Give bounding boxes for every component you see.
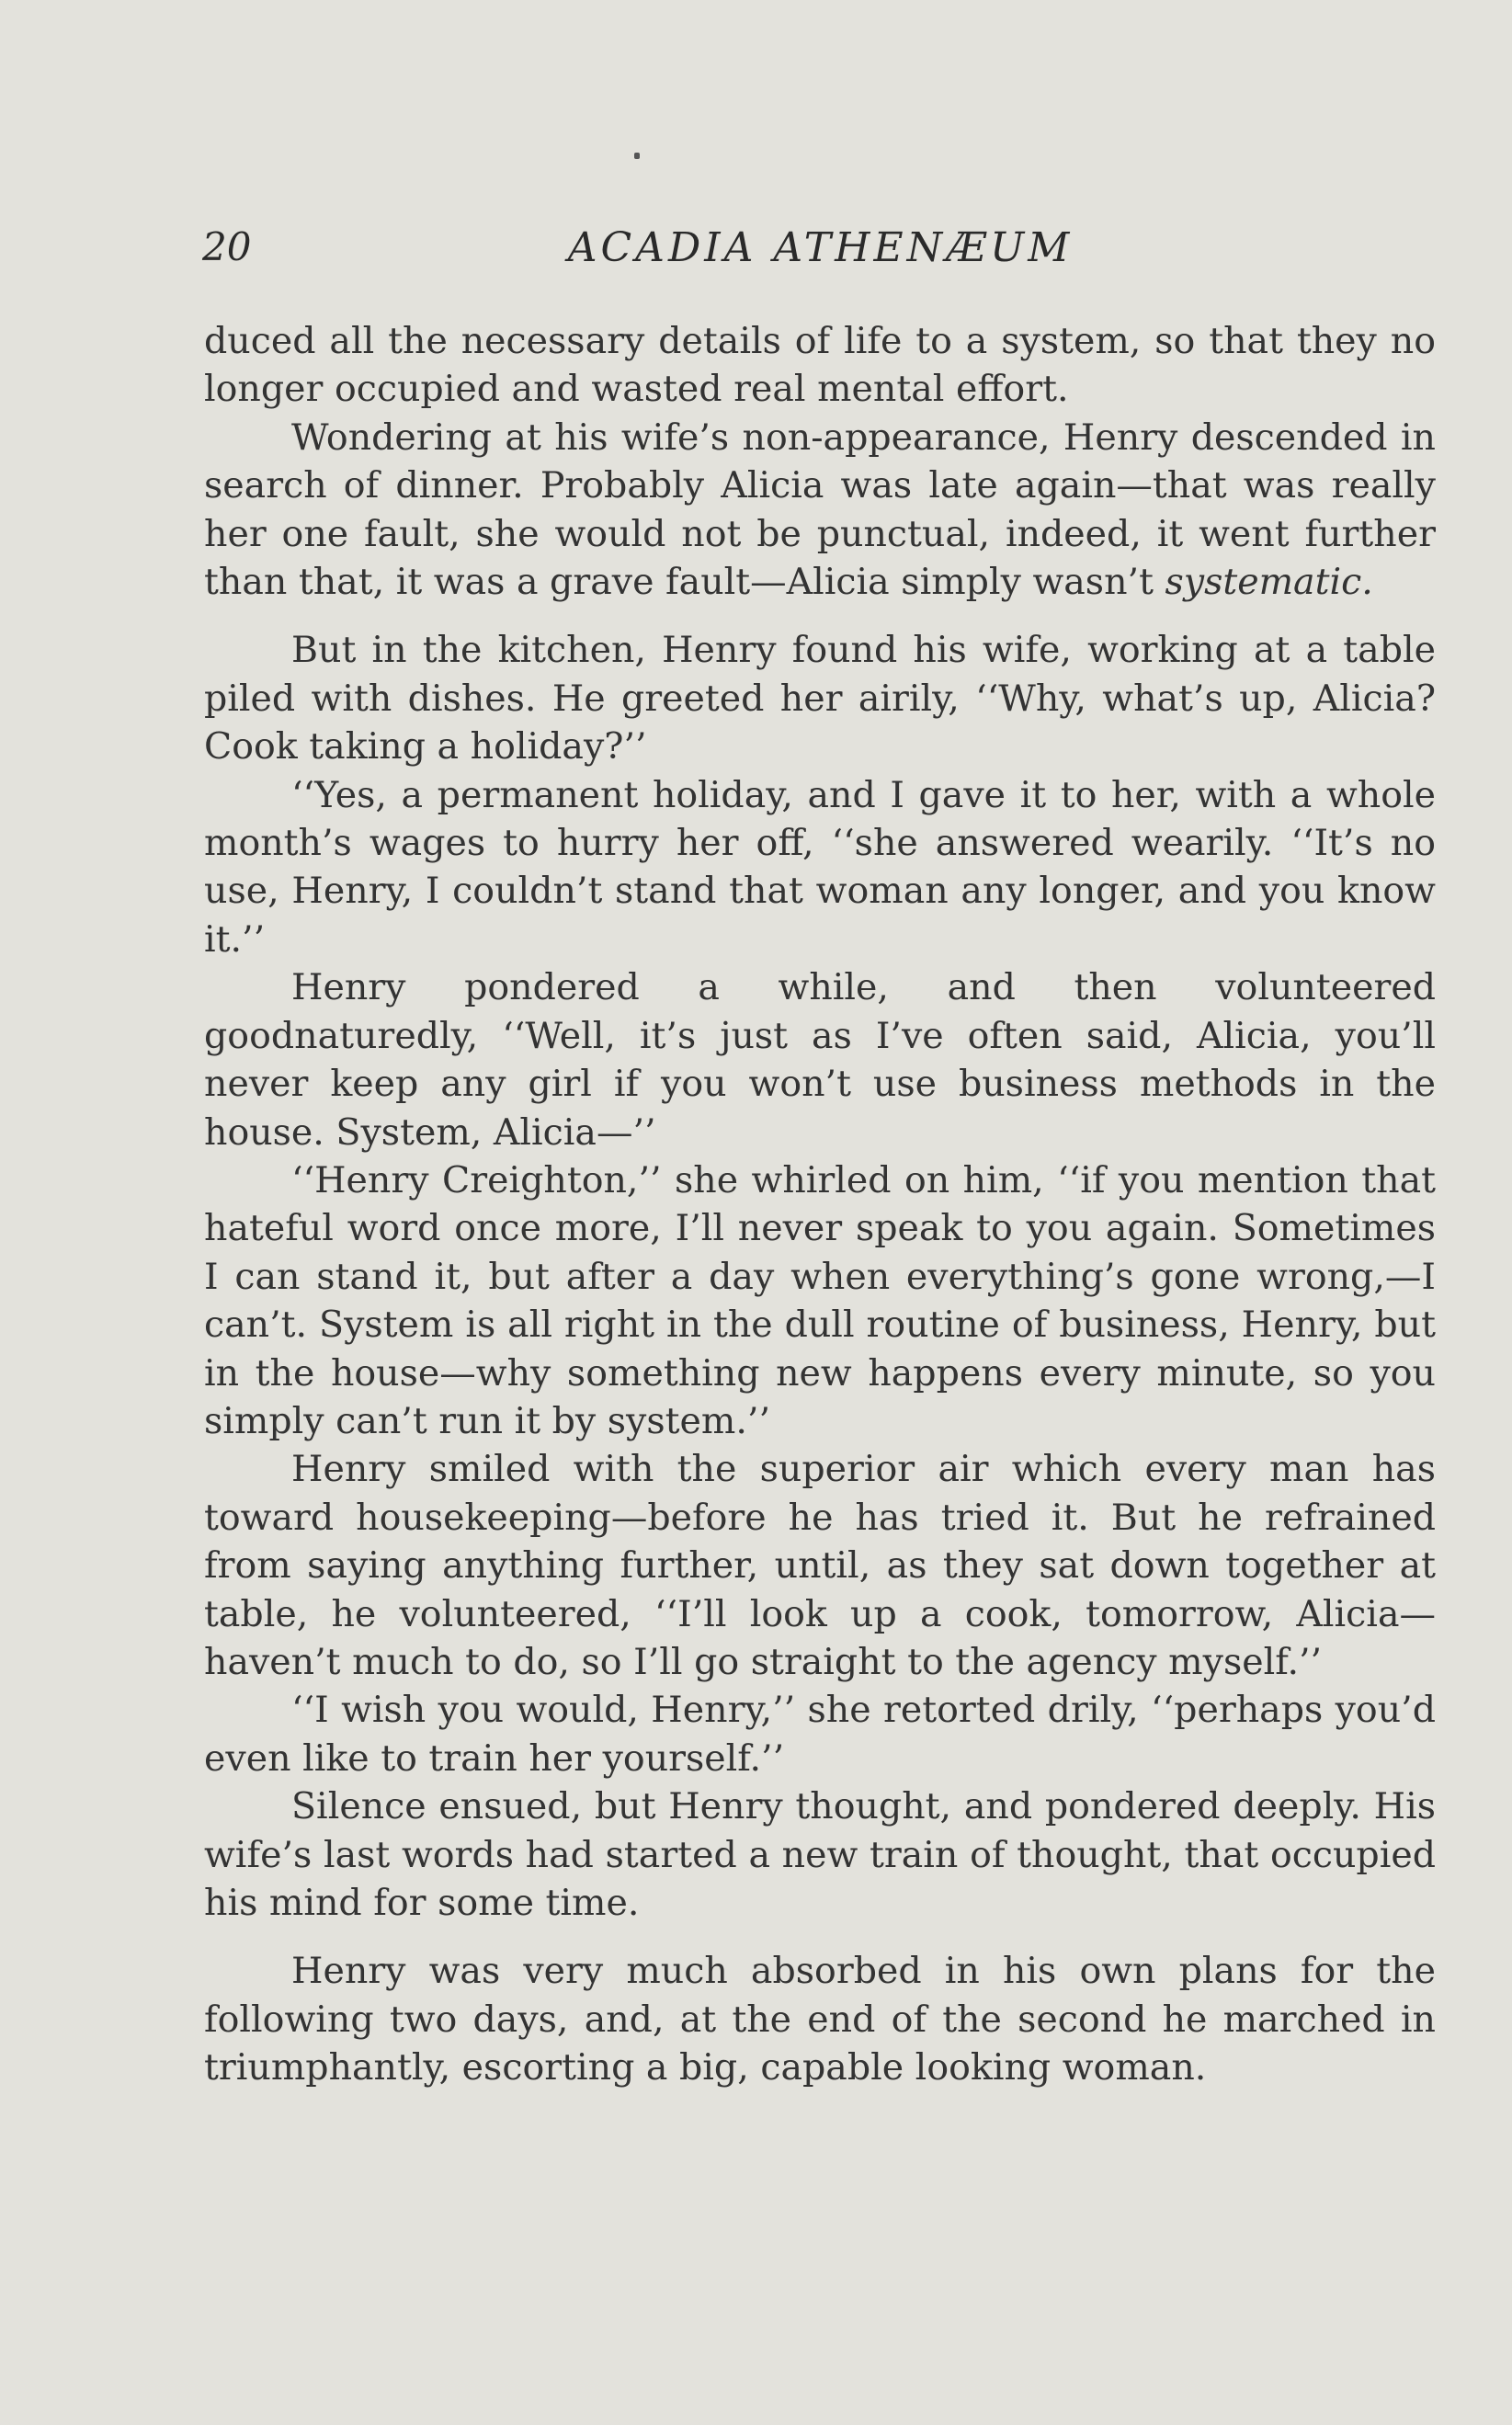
paragraph-2-emphasis: systematic. xyxy=(1165,561,1373,604)
paragraph-9 xyxy=(204,1782,1436,1927)
paragraph-10 xyxy=(204,1947,1436,2091)
page-header xyxy=(202,221,1438,285)
body-text xyxy=(204,317,1436,2092)
paragraph-6 xyxy=(204,1156,1436,1445)
paragraph-5-text: Henry pondered a while, and then volunteered goodnaturedly, ‘‘Well, it’s just as I’ve often said, Alicia, you’ll never keep any girl if you won’t use business methods in the house. System, Alicia—’’ xyxy=(204,966,1436,1154)
page-number: 20 xyxy=(202,224,252,269)
paragraph-3 xyxy=(204,626,1436,770)
paragraph-1 xyxy=(204,317,1436,414)
paragraph-4-text: ‘‘Yes, a permanent holiday, and I gave it to her, with a whole month’s wages to hurry her off, ‘‘she answered wearily. ‘‘It’s no use, Henry, I couldn’t stand that woman any longer, and you know it.’’ xyxy=(204,773,1436,961)
ink-speck xyxy=(634,153,640,159)
paragraph-7-text: Henry smiled with the superior air which every man has toward housekeeping—before he has tried it. But he refrained from saying anything further, until, as they sat down together at table, he volunteered, ‘‘I’ll look up a cook, tomorrow, Alicia—haven’t much to do, so I’ll go straight to the agency myself.’’ xyxy=(204,1448,1436,1683)
running-head: ACADIA ATHENÆUM xyxy=(567,224,1074,271)
paragraph-10-text: Henry was very much absorbed in his own plans for the following two days, and, at the end of the second he marched in triumphantly, escorting a big, capable looking woman. xyxy=(204,1950,1436,2089)
paragraph-5 xyxy=(204,963,1436,1156)
paragraph-2 xyxy=(204,414,1436,607)
paragraph-8 xyxy=(204,1686,1436,1782)
paragraph-2-text: Wondering at his wife’s non-appearance, Henry descended in search of dinner. Probably Alicia was late again—that was really her one fault, she would not be punctual, indeed, it went further than that, it was a grave fault—Alicia simply wasn’t xyxy=(204,416,1436,604)
paragraph-7 xyxy=(204,1445,1436,1686)
paragraph-3-text: But in the kitchen, Henry found his wife, working at a table piled with dishes. He greeted her airily, ‘‘Why, what’s up, Alicia? Cook taking a holiday?’’ xyxy=(204,629,1436,768)
paragraph-8-text: ‘‘I wish you would, Henry,’’ she retorted drily, ‘‘perhaps you’d even like to train her yourself.’’ xyxy=(204,1689,1436,1780)
paragraph-6-text: ‘‘Henry Creighton,’’ she whirled on him, ‘‘if you mention that hateful word once more, I’ll never speak to you again. Sometimes I can stand it, but after a day when everything’s gone wrong,—I can’t. System is all right in the dull routine of business, Henry, but in the house—why something new happens every minute, so you simply can’t run it by system.’’ xyxy=(204,1158,1436,1442)
paragraph-1-text: duced all the necessary details of life to a system, so that they no longer occupied and wasted real mental effort. xyxy=(204,320,1436,411)
paragraph-4 xyxy=(204,771,1436,964)
paragraph-9-text: Silence ensued, but Henry thought, and pondered deeply. His wife’s last words had started a new train of thought, that occupied his mind for some time. xyxy=(204,1785,1436,1924)
